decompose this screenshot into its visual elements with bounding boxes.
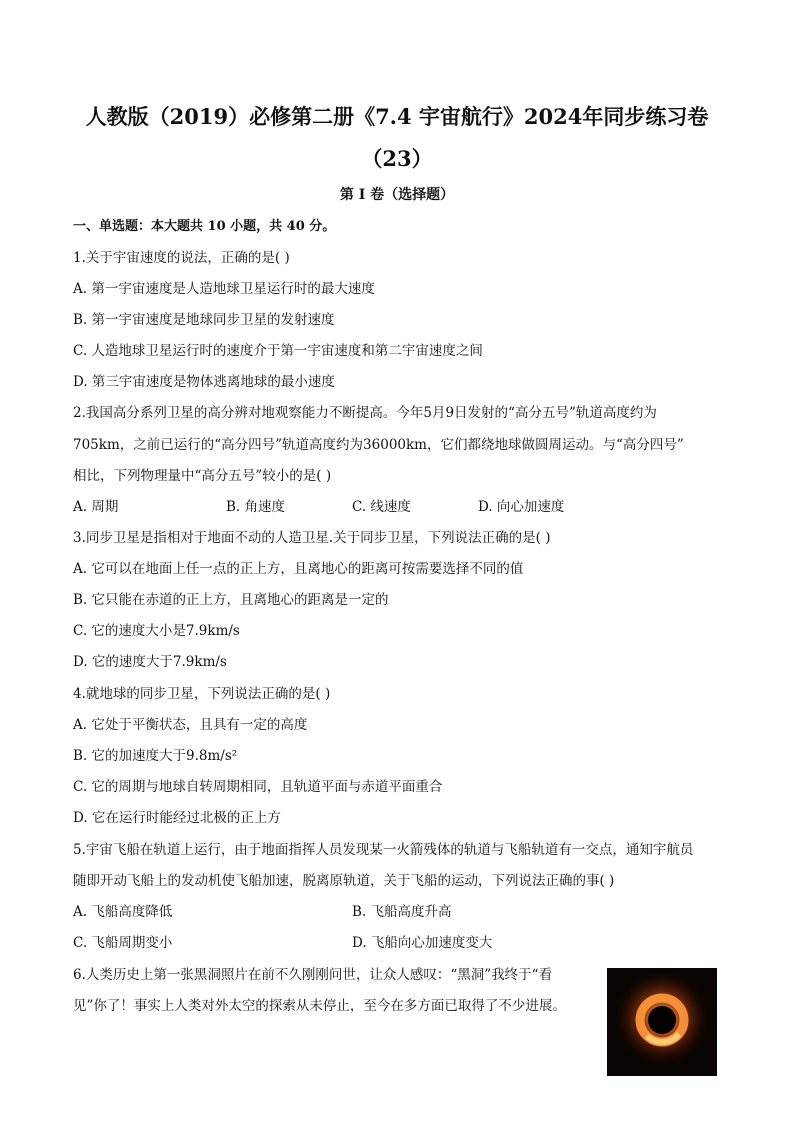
question-5-option-a: A. 飞船高度降低 [73,904,173,920]
question-2-option-b: B. 角速度 [226,499,286,515]
question-3-stem: 3.同步卫星是指相对于地面不动的人造卫星.关于同步卫星，下列说法正确的是( ) [73,530,551,546]
section-heading: 一、单选题：本大题共 10 小题，共 40 分。 [73,219,336,234]
question-6-stem-line1: 6.人类历史上第一张黑洞照片在前不久刚刚问世，让众人感叹：“黑洞”我终于“看 [73,967,553,983]
question-5-option-b: B. 飞船高度升高 [352,904,452,920]
question-1-stem: 1.关于宇宙速度的说法，正确的是( ) [73,250,290,266]
question-2-option-d: D. 向心加速度 [478,499,565,515]
question-2-option-c: C. 线速度 [352,499,411,515]
question-2-option-a: A. 周期 [73,499,119,515]
question-5-option-d: D. 飞船向心加速度变大 [352,935,493,951]
question-4-stem: 4.就地球的同步卫星，下列说法正确的是( ) [73,686,331,702]
question-3-option-d: D. 它的速度大于7.9km/s [73,654,227,670]
question-4-option-b: B. 它的加速度大于9.8m/s² [73,748,238,764]
question-4-option-d: D. 它在运行时能经过北极的正上方 [73,810,281,826]
question-1-option-b: B. 第一宇宙速度是地球同步卫星的发射速度 [73,312,335,328]
question-6-stem-line2: 见”你了！事实上人类对外太空的探索从未停止，至今在多方面已取得了不少进展。 [73,998,566,1014]
question-5-stem-line1: 5.宇宙飞船在轨道上运行，由于地面指挥人员发现某一火箭残体的轨道与飞船轨道有一交点，通知宇航员 [73,842,694,858]
question-1-option-a: A. 第一宇宙速度是人造地球卫星运行时的最大速度 [73,281,375,297]
question-1-option-d: D. 第三宇宙速度是物体逃离地球的最小速度 [73,374,335,390]
question-4-option-a: A. 它处于平衡状态，且具有一定的高度 [73,717,308,733]
question-4-option-c: C. 它的周期与地球自转周期相同，且轨道平面与赤道平面重合 [73,779,443,795]
black-hole-image [607,968,717,1076]
question-3-option-a: A. 它可以在地面上任一点的正上方，且离地心的距离可按需要选择不同的值 [73,561,524,577]
question-2-stem-line2: 705km，之前已运行的“高分四号”轨道高度约为36000km，它们都绕地球做圆周运动。与“高分四号” [73,437,684,453]
question-5-stem-line2: 随即开动飞船上的发动机使飞船加速，脱离原轨道，关于飞船的运动，下列说法正确的事( ) [73,873,615,889]
question-2-stem-line1: 2.我国高分系列卫星的高分辨对地观察能力不断提高。今年5月9日发射的“高分五号”轨道高度约为 [73,405,657,421]
question-1-option-c: C. 人造地球卫星运行时的速度介于第一宇宙速度和第二宇宙速度之间 [73,343,483,359]
exam-title: 人教版（2019）必修第二册《7.4 宇宙航行》2024年同步练习卷 [85,104,709,129]
question-5-option-c: C. 飞船周期变小 [73,935,173,951]
question-3-option-c: C. 它的速度大小是7.9km/s [73,623,240,639]
question-2-stem-line3: 相比，下列物理量中“高分五号”较小的是( ) [73,468,332,484]
question-3-option-b: B. 它只能在赤道的正上方，且离地心的距离是一定的 [73,592,389,608]
black-hole-graphic [607,968,717,1076]
part-title: 第 I 卷（选择题） [339,187,455,203]
exam-title-number: （23） [361,146,433,171]
